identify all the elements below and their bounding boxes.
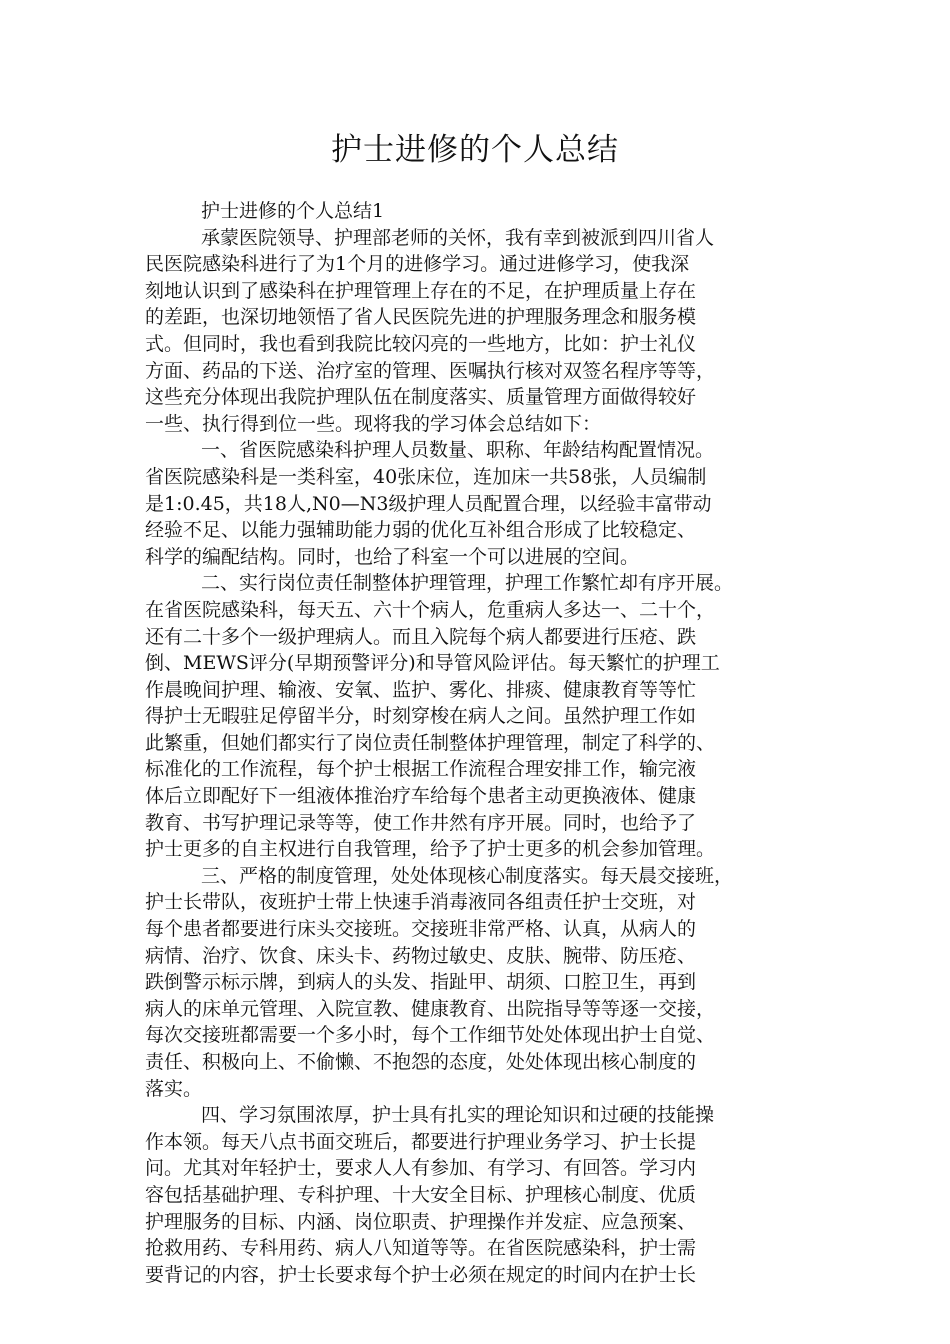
text-line: 护理服务的目标、内涵、岗位职责、护理操作并发症、应急预案、 — [145, 1210, 697, 1233]
text-line: 护士更多的自主权进行自我管理，给予了护士更多的机会参加管理。 — [145, 838, 716, 861]
text-line: 此繁重，但她们都实行了岗位责任制整体护理管理，制定了科学的、 — [145, 731, 716, 754]
text-line: 一、省医院感染科护理人员数量、职称、年龄结构配置情况。 — [201, 439, 715, 462]
text-line: 经验不足、以能力强辅助能力弱的优化互补组合形成了比较稳定、 — [145, 519, 697, 542]
text-line: 病人的床单元管理、入院宣教、健康教育、出院指导等等逐一交接， — [145, 997, 716, 1020]
text-line: 科学的编配结构。同时，也给了科室一个可以进展的空间。 — [145, 545, 640, 568]
text-line: 承蒙医院领导、护理部老师的关怀，我有幸到被派到四川省人 — [201, 226, 715, 249]
text-line: 是1:0.45，共18人,N0—N3级护理人员配置合理，以经验丰富带动 — [145, 492, 712, 515]
text-line: 抢救用药、专科用药、病人八知道等等。在省医院感染科，护士需 — [145, 1237, 697, 1260]
document-title: 护士进修的个人总结 — [331, 132, 619, 168]
text-line: 在省医院感染科，每天五、六十个病人，危重病人多达一、二十个， — [145, 598, 716, 621]
text-line: 每次交接班都需要一个多小时，每个工作细节处处体现出护士自觉、 — [145, 1024, 716, 1047]
text-line: 要背记的内容，护士长要求每个护士必须在规定的时间内在护士长 — [145, 1263, 697, 1286]
text-line: 作晨晚间护理、输液、安氧、监护、雾化、排痰、健康教育等等忙 — [145, 678, 697, 701]
document-body — [145, 198, 817, 1288]
text-line: 四、学习氛围浓厚，护士具有扎实的理论知识和过硬的技能操 — [201, 1104, 715, 1127]
text-line: 护士长带队，夜班护士带上快速手消毒液同各组责任护士交班，对 — [145, 891, 697, 914]
text-line: 得护士无暇驻足停留半分，时刻穿梭在病人之间。虽然护理工作如 — [145, 705, 697, 728]
text-line: 的差距，也深切地领悟了省人民医院先进的护理服务理念和服务模 — [145, 306, 697, 329]
text-line: 责任、积极向上、不偷懒、不抱怨的态度，处处体现出核心制度的 — [145, 1051, 697, 1073]
text-line: 跌倒警示标示牌，到病人的头发、指趾甲、胡须、口腔卫生，再到 — [145, 971, 697, 994]
text-line: 刻地认识到了感染科在护理管理上存在的不足，在护理质量上存在 — [145, 279, 697, 302]
text-line: 作本领。每天八点书面交班后，都要进行护理业务学习、护士长提 — [145, 1130, 697, 1153]
text-line: 一些、执行得到位一些。现将我的学习体会总结如下： — [145, 412, 602, 435]
text-line: 护士进修的个人总结1 — [201, 200, 385, 222]
text-line: 问。尤其对年轻护士，要求人人有参加、有学习、有回答。学习内 — [145, 1157, 697, 1180]
text-line: 标准化的工作流程，每个护士根据工作流程合理安排工作，输完液 — [145, 758, 697, 781]
text-line: 三、严格的制度管理，处处体现核心制度落实。每天晨交接班， — [201, 864, 734, 887]
text-line: 教育、书写护理记录等等，使工作井然有序开展。同时，也给予了 — [145, 811, 697, 834]
text-line: 方面、药品的下送、治疗室的管理、医嘱执行核对双签名程序等等， — [145, 359, 716, 382]
text-line: 民医院感染科进行了为1个月的进修学习。通过进修学习，使我深 — [145, 253, 690, 276]
text-line: 还有二十多个一级护理病人。而且入院每个病人都要进行压疮、跌 — [145, 625, 697, 648]
text-line: 落实。 — [145, 1077, 203, 1100]
text-line: 容包括基础护理、专科护理、十大安全目标、护理核心制度、优质 — [145, 1183, 697, 1206]
text-line: 倒、MEWS评分(早期预警评分)和导管风险评估。每天繁忙的护理工 — [145, 652, 720, 675]
text-line: 体后立即配好下一组液体推治疗车给每个患者主动更换液体、健康 — [145, 785, 697, 808]
text-line: 病情、治疗、饮食、床头卡、药物过敏史、皮肤、腕带、防压疮、 — [145, 944, 697, 967]
text-line: 式。但同时，我也看到我院比较闪亮的一些地方，比如：护士礼仪 — [145, 332, 697, 355]
text-line: 每个患者都要进行床头交接班。交接班非常严格、认真，从病人的 — [145, 918, 697, 941]
text-line: 这些充分体现出我院护理队伍在制度落实、质量管理方面做得较好 — [145, 386, 697, 409]
text-line: 省医院感染科是一类科室，40张床位，连加床一共58张，人员编制 — [145, 465, 707, 488]
text-line: 二、实行岗位责任制整体护理管理，护理工作繁忙却有序开展。 — [201, 572, 734, 595]
